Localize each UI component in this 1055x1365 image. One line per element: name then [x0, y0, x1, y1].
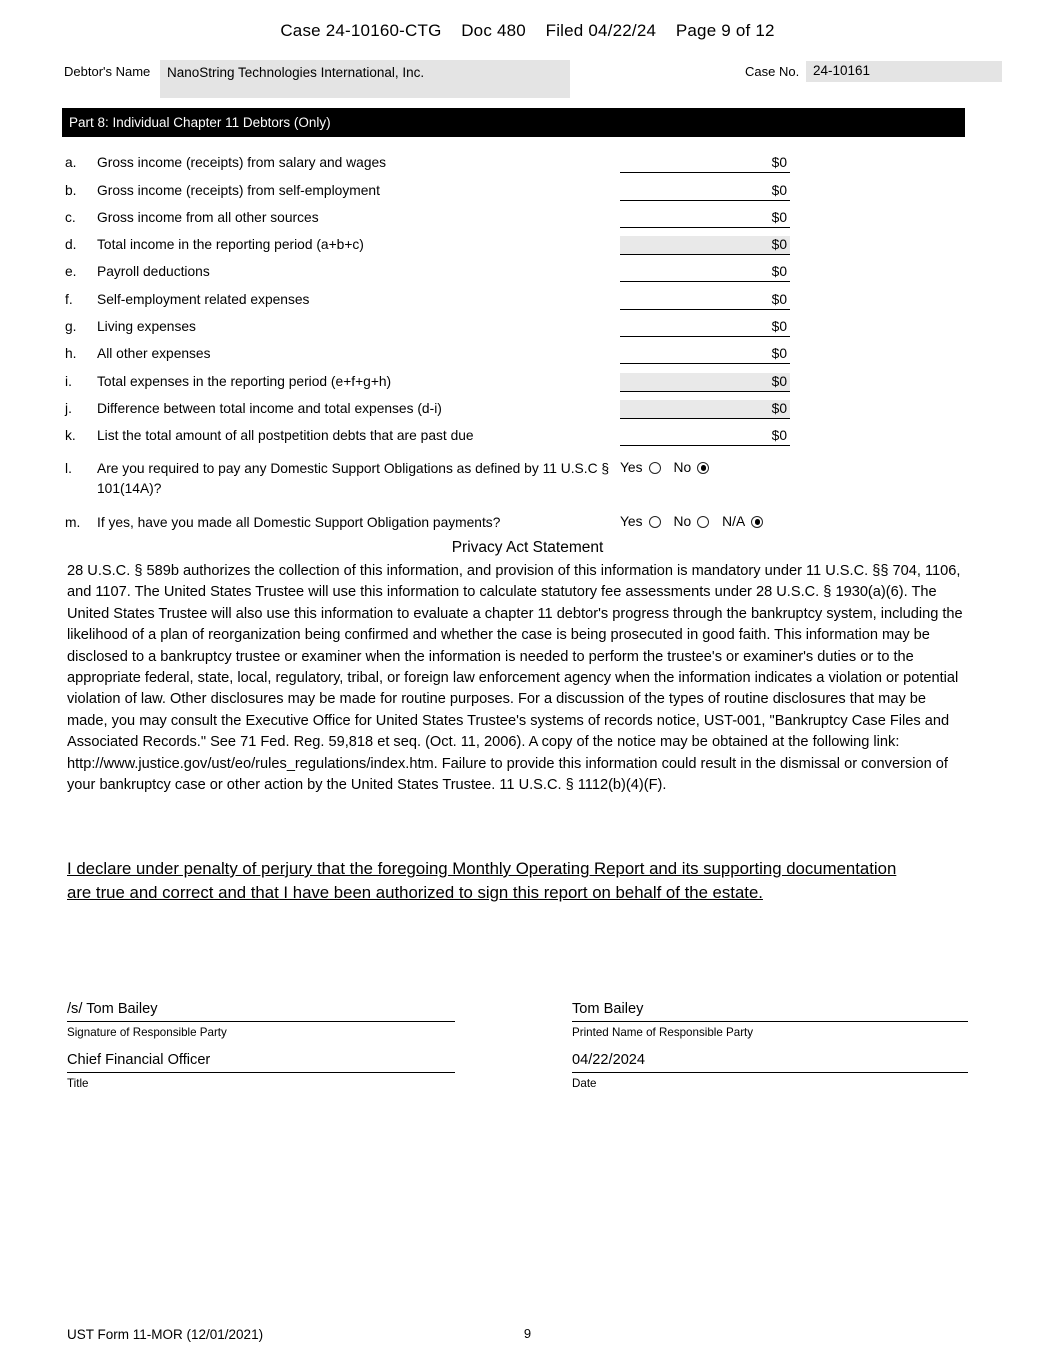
row-label: Gross income (receipts) from self-employment	[97, 182, 380, 198]
radio-yes-icon[interactable]	[649, 516, 661, 528]
row-label: Self-employment related expenses	[97, 291, 310, 307]
case-no-label: Case No.	[745, 64, 800, 79]
row-value-field[interactable]: $0	[620, 291, 790, 310]
radio-na-icon[interactable]	[751, 516, 763, 528]
row-value-field[interactable]: $0	[620, 427, 790, 446]
radio-label: Yes	[620, 460, 643, 476]
radio-label: N/A	[722, 514, 746, 530]
form-id: UST Form 11-MOR (12/01/2021)	[67, 1327, 264, 1342]
row-value-field: $0	[620, 400, 790, 419]
printed-name-label: Printed Name of Responsible Party	[572, 1026, 754, 1039]
case-no-field[interactable]: 24-10161	[806, 61, 1002, 82]
row-letter: c.	[65, 209, 76, 225]
radio-option-yes[interactable]	[620, 460, 661, 475]
signature-cell	[67, 1001, 455, 1046]
row-label: Gross income (receipts) from salary and wages	[97, 155, 387, 171]
table-row	[62, 314, 965, 341]
table-row	[62, 341, 965, 368]
row-letter: h.	[65, 346, 77, 362]
radio-option-no[interactable]	[674, 460, 710, 475]
row-value-field[interactable]: $0	[620, 318, 790, 337]
radio-yes-icon[interactable]	[649, 462, 661, 474]
row-letter: m.	[65, 515, 81, 531]
row-value-field: $0	[620, 236, 790, 255]
radio-option-na[interactable]	[722, 514, 763, 529]
declaration-text: I declare under penalty of perjury that the foregoing Monthly Operating Report and its supporting documentation are true and correct and that I have been authorized to sign this report on behalf of the estate.	[67, 859, 897, 902]
signature-field[interactable]: /s/ Tom Bailey	[67, 1001, 455, 1022]
row-letter: f.	[65, 291, 73, 307]
privacy-act-body: 28 U.S.C. § 589b authorizes the collection of this information, and provision of this information is mandatory under 11 U.S.C. §§ 704, 1106, and 1107. The United States Trustee will use this information to calculate statutory fee assessments under 28 U.S.C. § 1930(a)(6). The United States Trustee will also use this information to evaluate a chapter 11 debtor's progress through the bankruptcy system, including the likelihood of a plan of reorganization being confirmed and whether the case is being prosecuted in good faith. This information may be disclosed to a bankruptcy trustee or examiner when the information is needed to perform the trustee's or examiner's duties or to the appropriate federal, state, local, regulatory, tribal, or foreign law enforcement agency when the information indicates a violation or potential violation of law. Other disclosures may be made for routine purposes. For a discussion of the types of routine disclosures that may be made, you may consult the Executive Office for United States Trustee's systems of records notice, UST-001, "Bankruptcy Case Files and Associated Records." See 71 Fed. Reg. 59,818 et seq. (Oct. 11, 2006). A copy of the notice may be obtained at the following link: http://www.justice.gov/ust/eo/rules_regulations/index.htm. Failure to provide this information could result in the dismissal or conversion of your bankruptcy case or other action by the United States Trustee. 11 U.S.C. § 1112(b)(4)(F).	[67, 563, 963, 794]
table-row	[62, 286, 965, 313]
part8-rows	[62, 150, 965, 535]
debtor-name-label: Debtor's Name	[64, 64, 151, 79]
table-row	[62, 150, 965, 177]
part8-header-bar	[62, 108, 965, 137]
row-letter: a.	[65, 155, 77, 171]
printed-name-field[interactable]: Tom Bailey	[572, 1001, 968, 1022]
question-row-m	[62, 513, 965, 535]
row-letter: k.	[65, 428, 76, 444]
title-field[interactable]: Chief Financial Officer	[67, 1052, 455, 1073]
radio-group	[620, 460, 709, 475]
row-value-field[interactable]: $0	[620, 154, 790, 173]
date-field[interactable]: 04/22/2024	[572, 1052, 968, 1073]
signature-block	[67, 1001, 968, 1097]
question-label: Are you required to pay any Domestic Support Obligations as defined by 11 U.S.C § 101(14A)?	[97, 461, 610, 497]
date-cell	[572, 1052, 968, 1097]
part8-title: Part 8: Individual Chapter 11 Debtors (Only)	[69, 115, 331, 130]
radio-group	[620, 514, 763, 529]
privacy-act-title: Privacy Act Statement	[451, 539, 604, 556]
question-row-l	[62, 459, 965, 499]
question-label: If yes, have you made all Domestic Support Obligation payments?	[97, 515, 501, 531]
row-letter: j.	[65, 400, 72, 416]
table-row	[62, 396, 965, 423]
radio-no-icon[interactable]	[697, 462, 709, 474]
debtor-name-field[interactable]: NanoString Technologies International, Inc.	[160, 60, 570, 98]
row-label: Payroll deductions	[97, 264, 210, 280]
radio-option-yes[interactable]	[620, 514, 661, 529]
table-row	[62, 205, 965, 232]
row-letter: e.	[65, 264, 77, 280]
case-stamp: Case 24-10160-CTG Doc 480 Filed 04/22/24 Page 9 of 12	[280, 21, 775, 40]
row-label: All other expenses	[97, 346, 211, 362]
radio-label: No	[673, 514, 692, 530]
row-letter: g.	[65, 319, 77, 335]
row-label: Total income in the reporting period (a+b+c)	[97, 237, 364, 253]
row-letter: b.	[65, 182, 77, 198]
row-value-field[interactable]: $0	[620, 182, 790, 201]
row-value-field[interactable]: $0	[620, 263, 790, 282]
printed-name-cell	[572, 1001, 968, 1046]
row-value-field[interactable]: $0	[620, 345, 790, 364]
radio-no-icon[interactable]	[697, 516, 709, 528]
table-row	[62, 232, 965, 259]
title-cell	[67, 1052, 455, 1097]
page-number: 9	[523, 1326, 532, 1341]
radio-label: No	[673, 460, 692, 476]
row-letter: d.	[65, 237, 77, 253]
row-value-field: $0	[620, 373, 790, 392]
date-label: Date	[572, 1077, 597, 1090]
table-row	[62, 423, 965, 450]
row-label: Gross income from all other sources	[97, 209, 319, 225]
radio-label: Yes	[620, 514, 643, 530]
table-row	[62, 368, 965, 395]
radio-option-no[interactable]	[674, 514, 710, 529]
row-label: Total expenses in the reporting period (e+f+g+h)	[97, 373, 392, 389]
row-letter: i.	[65, 373, 72, 389]
row-label: Difference between total income and total expenses (d-i)	[97, 400, 442, 416]
table-row	[62, 259, 965, 286]
title-label: Title	[67, 1077, 89, 1090]
row-value-field[interactable]: $0	[620, 209, 790, 228]
row-label: List the total amount of all postpetition debts that are past due	[97, 428, 474, 444]
table-row	[62, 177, 965, 204]
row-label: Living expenses	[97, 319, 196, 335]
row-letter: l.	[65, 461, 72, 477]
signature-label: Signature of Responsible Party	[67, 1026, 227, 1039]
